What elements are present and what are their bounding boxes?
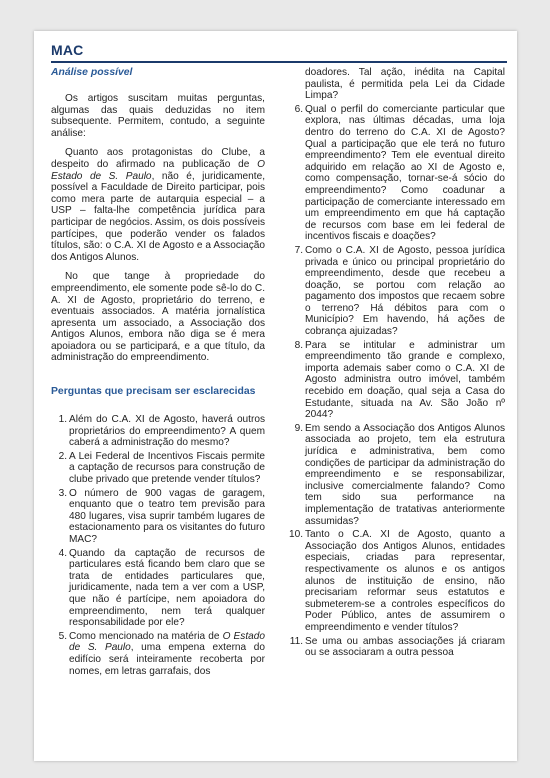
- document-page: [34, 31, 517, 761]
- question-item: 1 . Além do C.A. XI de Agosto, haverá outros proprietários do empreendimento? A quem caberá a administração do mesmo?: [51, 414, 265, 449]
- heading-analise: Análise possível: [51, 67, 133, 78]
- right-column: [287, 67, 505, 659]
- questions-list-left: [51, 414, 265, 677]
- question-item: 8 . Para se intitular e administrar um empreendimento tão grande e complexo, importa ademais saber como o C.A. XI de Agosto administra outro imóvel, também recebido em doação, qual seja a Casa do Estudante, situada na Av. São João nº 2044?: [287, 340, 505, 421]
- question-continuation: doadores. Tal ação, inédita na Capital paulista, é permitida pela Lei da Cidade Limpa?: [305, 67, 505, 102]
- question-item: 11 . Se uma ou ambas associações já criaram ou se associaram a outra pessoa: [287, 636, 505, 659]
- paragraph-property: No que tange à propriedade do empreendimento, ele somente pode sê-lo do C. A. XI de Agosto, proprietário do terreno, e eventuais associados. A matéria jornalística apresenta um associado, a Associação dos Antigos Alunos, embora não diga se é mera apoiadora ou se participará, e a que título, da administração do empreendimento.: [51, 271, 265, 364]
- left-column: [51, 67, 265, 677]
- question-item: 3 . O número de 900 vagas de garagem, enquanto que o teatro tem previsão para 480 lugares, visa suprir também lugares de estacionamento para os visitantes do futuro MAC?: [51, 488, 265, 546]
- question-item: 10 . Tanto o C.A. XI de Agosto, quanto a Associação dos Antigos Alunos, entidades especiais, criadas para representar, respectivamente os alunos e os antigos alunos de instituição de ensino, não precisariam reformar seus estatutos e submeterem-se a controles específicos do Poder Público, antes de assumirem o empreendimento e vender títulos?: [287, 529, 505, 633]
- page-header: [51, 42, 507, 63]
- question-item: 7 . Como o C.A. XI de Agosto, pessoa jurídica privada e único ou principal proprietário do empreendimento, desde que recebeu a doação, se portou com relação ao pagamento dos impostos que recaem sobre o terreno? Há débitos para com o Município? Em havendo, há ações de cobrança ajuizadas?: [287, 245, 505, 338]
- question-item: 6 . Qual o perfil do comerciante particular que explora, nas últimas décadas, uma loja dentro do terreno do C.A. XI de Agosto? Qual a participação que ele terá no futuro empreendimento? Tem ele eventual direito adquirido em relação ao XI de Agosto e, como compensação, tornar-se-á sócio do empreendimento? Como coadunar a participação de comerciante interessado em um empreendimento em que há captação de recursos com base em lei federal de incentivos fiscais e doações?: [287, 104, 505, 243]
- paragraph-intro: Os artigos suscitam muitas perguntas, algumas das quais deduzidas no item subsequente. Permitem, contudo, a seguinte análise:: [51, 93, 265, 139]
- question-item: 9 . Em sendo a Associação dos Antigos Alunos associada ao projeto, tem ela estrutura jurídica e administrativa, bem como condições de participar da administração do empreendimento e se responsabilizar, inclusive comercialmente falando? Como tem sido sua performance na implementação de tratativas anteriormente assumidas?: [287, 423, 505, 527]
- question-item: 2 . A Lei Federal de Incentivos Fiscais permite a captação de recursos para construção de clube privado que pretende vender títulos?: [51, 451, 265, 486]
- question-item: 4 . Quando da captação de recursos de particulares está ficando bem claro que se trata de entidades particulares que, juridicamente, nada tem a ver com a USP, que não é partícipe, nem apoiadora do empreendimento, nem terá qualquer responsabilidade por ele?: [51, 548, 265, 629]
- questions-list-right: [287, 104, 505, 659]
- heading-questions: Perguntas que precisam ser esclarecidas: [51, 386, 256, 398]
- section-title: MAC: [51, 42, 84, 58]
- header-rule: [51, 61, 507, 63]
- paragraph-protagonists: Quanto aos protagonistas do Clube, a despeito do afirmado na publicação de O Estado de S. Paulo, não é, juridicamente, possível a Faculdade de Direito participar, pois como mera parte de autarquia especial – a USP – falta-lhe competência jurídica para participar de negócios. Assim, os dois possíveis partícipes, que poderão vender os falados títulos, são: o C.A. XI de Agosto e a Associação dos Antigos Alunos.: [51, 147, 266, 263]
- question-item: 5 . Como mencionado na matéria de O Estado de S. Paulo, uma empena externa do edifício será inteiramente recoberta por nomes, em letras garrafais, dos: [51, 631, 265, 677]
